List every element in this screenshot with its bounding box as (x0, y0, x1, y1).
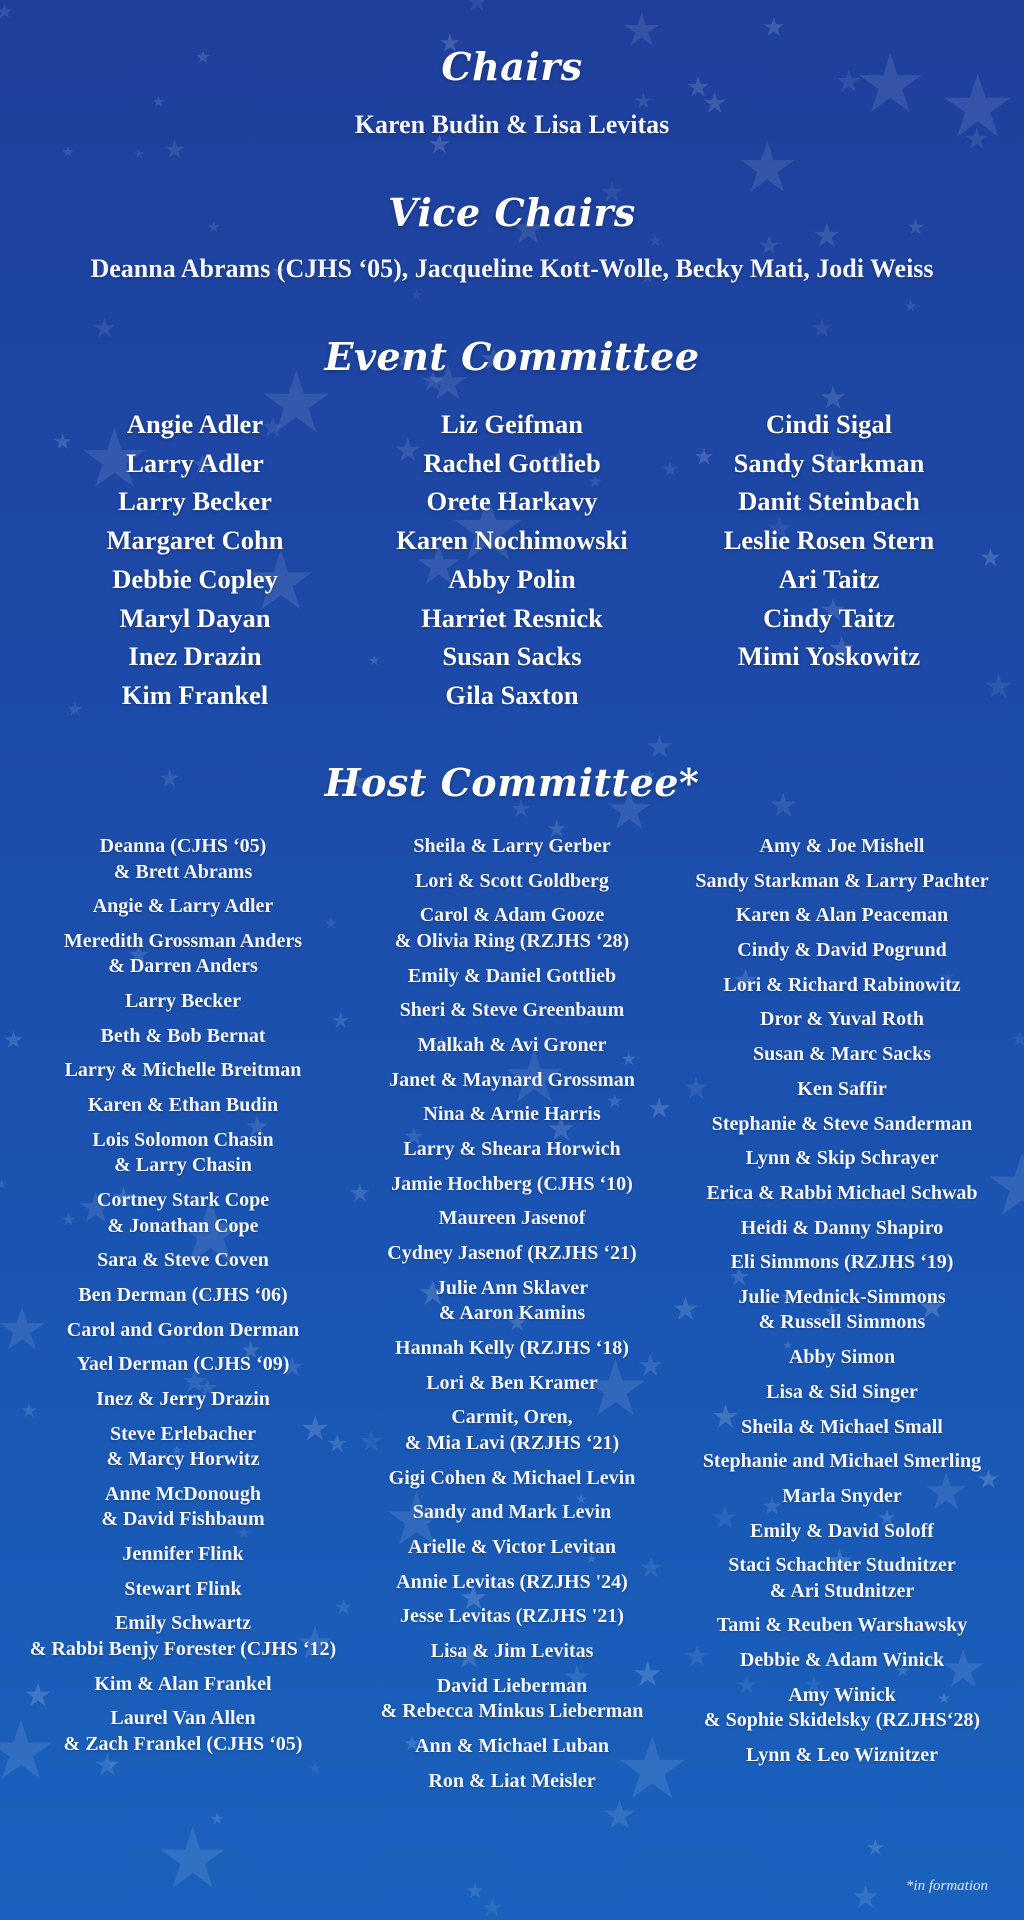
host-committee-name-line: Jamie Hochberg (CJHS ‘10) (391, 1172, 633, 1195)
event-committee-member: Cindi Sigal (766, 409, 892, 439)
host-committee-name-line: Deanna (CJHS ‘05) (99, 835, 267, 857)
event-committee-column-2 (347, 405, 677, 715)
event-committee-member: Margaret Cohn (106, 525, 284, 556)
host-committee-name-line: Beth & Bob Bernat (100, 1024, 266, 1047)
host-committee-entry (355, 1276, 669, 1327)
host-committee-name-line: Hannah Kelly (RZJHS ‘18) (395, 1336, 629, 1359)
host-committee-name-line: Malkah & Avi Groner (417, 1033, 607, 1056)
host-committee-entry (672, 1042, 1012, 1068)
host-committee-name-line: Lori & Richard Rabinowitz (723, 973, 961, 996)
host-committee-name-line: Sheila & Michael Small (741, 1415, 943, 1438)
host-committee-name-line: Annie Levitas (RZJHS '24) (396, 1570, 628, 1593)
host-committee-name-line: & Olivia Ring (RZJHS ‘28) (394, 929, 630, 952)
host-committee-name-line: Amy Winick (788, 1683, 896, 1706)
event-committee-member: Debbie Copley (112, 563, 278, 594)
host-committee-name-line: & Rabbi Benjy Forester (CJHS ‘12) (29, 1637, 337, 1660)
host-committee-entry (8, 1706, 358, 1757)
host-committee-name-line: Eli Simmons (RZJHS ‘19) (730, 1251, 954, 1274)
host-committee-name-line: Ron & Liat Meisler (428, 1769, 596, 1792)
host-committee-name-line: Carol and Gordon Derman (66, 1318, 300, 1341)
host-committee-name-line: Lori & Ben Kramer (426, 1371, 598, 1394)
host-committee-entry (355, 1639, 669, 1665)
host-committee-name-line: Jesse Levitas (RZJHS '21) (400, 1605, 624, 1628)
host-committee-entry (8, 834, 358, 885)
host-committee-entry (672, 1146, 1012, 1172)
host-committee-column-1 (8, 834, 358, 1766)
event-committee-column-1 (30, 405, 360, 715)
host-committee-name-line: Meredith Grossman Anders (63, 929, 303, 952)
host-committee-name-line: Ann & Michael Luban (415, 1734, 609, 1757)
host-committee-entry (355, 1033, 669, 1059)
host-committee-name-line: Susan & Marc Sacks (753, 1043, 931, 1066)
event-committee-member: Gila Saxton (445, 679, 579, 710)
event-committee-heading: Event Committee (324, 334, 700, 379)
event-committee-member: Sandy Starkman (733, 447, 925, 478)
host-committee-entry (672, 1345, 1012, 1371)
host-committee-name-line: & Jonathan Cope (107, 1214, 259, 1237)
host-committee-entry (8, 1672, 358, 1698)
event-committee-member: Liz Geifman (440, 409, 584, 439)
host-committee-entry (672, 1613, 1012, 1639)
footnote-in-formation: *in formation (905, 1878, 988, 1894)
host-committee-name-line: & Ari Studnitzer (769, 1579, 915, 1602)
host-committee-entry (8, 894, 358, 920)
host-committee-entry (355, 1535, 669, 1561)
event-committee-member: Orete Harkavy (426, 486, 598, 517)
host-committee-name-line: & Rebecca Minkus Lieberman (380, 1700, 644, 1723)
host-committee-name-line: Ben Derman (CJHS ‘06) (78, 1283, 288, 1306)
host-committee-heading: Host Committee* (324, 760, 700, 805)
host-committee-entry (8, 1482, 358, 1533)
host-committee-name-line: Larry & Sheara Horwich (403, 1138, 621, 1160)
host-committee-entry (8, 1318, 358, 1344)
host-committee-name-line: Amy & Joe Mishell (759, 835, 925, 857)
host-committee-name-line: Kim & Alan Frankel (94, 1672, 272, 1695)
host-committee-name-line: Debbie & Adam Winick (739, 1649, 945, 1672)
host-committee-entry (672, 869, 1012, 895)
host-committee-name-line: & Brett Abrams (113, 860, 253, 883)
host-committee-name-line: Emily & Daniel Gottlieb (407, 964, 617, 987)
host-committee-entry (8, 929, 358, 980)
host-committee-entry (355, 1604, 669, 1630)
host-committee-name-line: Emily & David Soloff (750, 1519, 934, 1542)
host-committee-entry (8, 1058, 358, 1084)
host-committee-entry (672, 1285, 1012, 1336)
host-committee-entry (672, 938, 1012, 964)
host-committee-name-line: Sheila & Larry Gerber (413, 835, 611, 857)
host-committee-entry (8, 1188, 358, 1239)
event-committee-member: Kim Frankel (121, 679, 269, 710)
host-committee-entry (672, 1112, 1012, 1138)
host-committee-entry (672, 1181, 1012, 1207)
host-committee-name-line: Steve Erlebacher (109, 1422, 257, 1445)
host-committee-entry (355, 1172, 669, 1198)
host-committee-entry (355, 1769, 669, 1795)
host-committee-entry (8, 1352, 358, 1378)
host-committee-name-line: Tami & Reuben Warshawsky (716, 1614, 968, 1637)
host-committee-name-line: Staci Schachter Studnitzer (728, 1554, 956, 1577)
host-committee-entry (355, 1102, 669, 1128)
host-committee-name-line: & Mia Lavi (RZJHS ‘21) (404, 1431, 620, 1454)
host-committee-entry (355, 903, 669, 954)
host-committee-entry (8, 1024, 358, 1050)
host-committee-name-line: Carol & Adam Gooze (419, 904, 605, 927)
event-committee-member: Maryl Dayan (119, 602, 271, 633)
host-committee-entry (355, 1137, 669, 1163)
host-committee-name-line: Jennifer Flink (122, 1543, 244, 1565)
chairs-names: Karen Budin & Lisa Levitas (354, 110, 670, 139)
host-committee-entry (672, 1648, 1012, 1674)
host-committee-entry (672, 903, 1012, 929)
host-committee-name-line: Karen & Ethan Budin (87, 1094, 279, 1117)
event-committee-member: Larry Becker (118, 486, 272, 517)
host-committee-name-line: Maureen Jasenof (438, 1207, 586, 1230)
host-committee-name-line: Lois Solomon Chasin (92, 1128, 274, 1151)
host-committee-entry (8, 1283, 358, 1309)
host-committee-name-line: Sara & Steve Coven (97, 1249, 269, 1272)
event-committee-member: Inez Drazin (128, 641, 262, 672)
host-committee-name-line: Cindy & David Pogrund (737, 939, 947, 962)
host-committee-name-line: & David Fishbaum (101, 1508, 265, 1531)
host-committee-name-line: Angie & Larry Adler (92, 895, 274, 918)
vice-chairs-heading: Vice Chairs (388, 190, 636, 235)
host-committee-entry (8, 1611, 358, 1662)
host-committee-entry (672, 973, 1012, 999)
host-committee-name-line: Carmit, Oren, (451, 1406, 573, 1429)
host-committee-entry (355, 834, 669, 860)
host-committee-name-line: Sheri & Steve Greenbaum (399, 999, 625, 1022)
host-committee-entry (355, 1674, 669, 1725)
host-committee-entry (355, 869, 669, 895)
host-committee-entry (672, 834, 1012, 860)
host-committee-name-line: Stephanie and Michael Smerling (702, 1450, 982, 1473)
event-committee-member: Cindy Taitz (763, 602, 895, 633)
event-committee-column-3 (664, 405, 994, 676)
host-committee-name-line: & Russell Simmons (758, 1311, 926, 1334)
host-committee-name-line: Gigi Cohen & Michael Levin (388, 1466, 636, 1489)
host-committee-name-line: Abby Simon (788, 1346, 896, 1369)
host-committee-name-line: Yael Derman (CJHS ‘09) (76, 1353, 290, 1376)
host-committee-name-line: Karen & Alan Peaceman (735, 904, 949, 927)
host-committee-entry (8, 1542, 358, 1568)
host-committee-column-2 (355, 834, 669, 1803)
host-committee-name-line: Sandy and Mark Levin (412, 1501, 612, 1524)
host-committee-entry (672, 1007, 1012, 1033)
host-committee-name-line: & Marcy Horwitz (106, 1448, 260, 1471)
event-committee-member: Susan Sacks (442, 641, 582, 672)
host-committee-entry (355, 1206, 669, 1232)
host-committee-entry (8, 1387, 358, 1413)
host-committee-entry (355, 1336, 669, 1362)
host-committee-entry (355, 1405, 669, 1456)
host-committee-name-line: Lisa & Sid Singer (766, 1380, 918, 1403)
event-committee-member: Mimi Yoskowitz (737, 641, 921, 672)
host-committee-name-line: & Aaron Kamins (438, 1302, 586, 1325)
host-committee-name-line: Nina & Arnie Harris (423, 1103, 601, 1126)
event-committee-member: Ari Taitz (778, 563, 880, 594)
host-committee-entry (672, 1380, 1012, 1406)
host-committee-name-line: Julie Mednick-Simmons (738, 1285, 946, 1308)
host-committee-name-line: & Larry Chasin (114, 1154, 252, 1177)
host-committee-name-line: Lynn & Leo Wiznitzer (745, 1744, 939, 1766)
host-committee-entry (355, 964, 669, 990)
event-committee-member: Angie Adler (126, 409, 264, 439)
host-committee-entry (672, 1519, 1012, 1545)
host-committee-name-line: & Sophie Skidelsky (RZJHS‘28) (703, 1709, 981, 1732)
host-committee-name-line: Heidi & Danny Shapiro (740, 1216, 944, 1239)
host-committee-name-line: David Lieberman (436, 1674, 588, 1697)
chairs-heading: Chairs (441, 44, 583, 89)
host-committee-entry (355, 1371, 669, 1397)
host-committee-entry (355, 1570, 669, 1596)
host-committee-entry (355, 1068, 669, 1094)
host-committee-entry (8, 989, 358, 1015)
event-committee-member: Abby Polin (448, 563, 576, 594)
event-committee-member: Danit Steinbach (738, 486, 920, 517)
host-committee-entry (355, 998, 669, 1024)
vice-chairs-names: Deanna Abrams (CJHS ‘05), Jacqueline Kott-Wolle, Becky Mati, Jodi Weiss (90, 254, 934, 283)
host-committee-entry (672, 1743, 1012, 1769)
host-committee-name-line: Lori & Scott Goldberg (415, 869, 609, 892)
host-committee-name-line: Emily Schwartz (114, 1612, 252, 1635)
host-committee-name-line: Sandy Starkman & Larry Pachter (695, 869, 989, 892)
host-committee-name-line: Janet & Maynard Grossman (389, 1068, 635, 1091)
host-committee-name-line: Lisa & Jim Levitas (430, 1639, 594, 1662)
host-committee-entry (8, 1248, 358, 1274)
host-committee-entry (672, 1484, 1012, 1510)
host-committee-name-line: Cydney Jasenof (RZJHS ‘21) (387, 1242, 637, 1265)
host-committee-name-line: Anne McDonough (104, 1482, 262, 1505)
host-committee-entry (672, 1683, 1012, 1734)
host-committee-name-line: & Darren Anders (108, 955, 258, 978)
host-committee-name-line: Inez & Jerry Drazin (96, 1387, 270, 1410)
host-committee-name-line: Julie Ann Sklaver (435, 1276, 589, 1299)
event-committee-member: Rachel Gottlieb (423, 447, 601, 478)
host-committee-entry (672, 1415, 1012, 1441)
event-committee-member: Larry Adler (126, 447, 264, 478)
host-committee-entry (355, 1734, 669, 1760)
host-committee-name-line: Marla Snyder (782, 1484, 902, 1507)
host-committee-entry (8, 1128, 358, 1179)
host-committee-entry (355, 1241, 669, 1267)
host-committee-entry (355, 1466, 669, 1492)
host-committee-entry (8, 1577, 358, 1603)
host-committee-name-line: Stewart Flink (124, 1577, 242, 1600)
event-committee-member: Karen Nochimowski (396, 525, 628, 556)
host-committee-entry (672, 1216, 1012, 1242)
host-committee-name-line: Lynn & Skip Schrayer (745, 1147, 939, 1170)
host-committee-name-line: & Zach Frankel (CJHS ‘05) (63, 1732, 303, 1755)
host-committee-name-line: Larry Becker (124, 990, 242, 1013)
host-committee-entry (672, 1250, 1012, 1276)
host-committee-name-line: Erica & Rabbi Michael Schwab (706, 1181, 978, 1204)
host-committee-entry (672, 1077, 1012, 1103)
event-committee-member: Leslie Rosen Stern (723, 525, 935, 556)
host-committee-name-line: Arielle & Victor Levitan (408, 1535, 616, 1558)
host-committee-entry (672, 1553, 1012, 1604)
host-committee-entry (8, 1093, 358, 1119)
host-committee-name-line: Laurel Van Allen (110, 1707, 256, 1730)
host-committee-name-line: Larry & Michelle Breitman (64, 1059, 302, 1082)
host-committee-name-line: Stephanie & Steve Sanderman (711, 1112, 973, 1135)
host-committee-entry (355, 1500, 669, 1526)
host-committee-name-line: Cortney Stark Cope (96, 1189, 270, 1211)
host-committee-name-line: Ken Saffir (797, 1077, 887, 1100)
host-committee-entry (8, 1422, 358, 1473)
host-committee-entry (672, 1449, 1012, 1475)
host-committee-column-3 (672, 834, 1012, 1778)
host-committee-name-line: Dror & Yuval Roth (760, 1008, 924, 1031)
event-committee-member: Harriet Resnick (421, 602, 603, 633)
